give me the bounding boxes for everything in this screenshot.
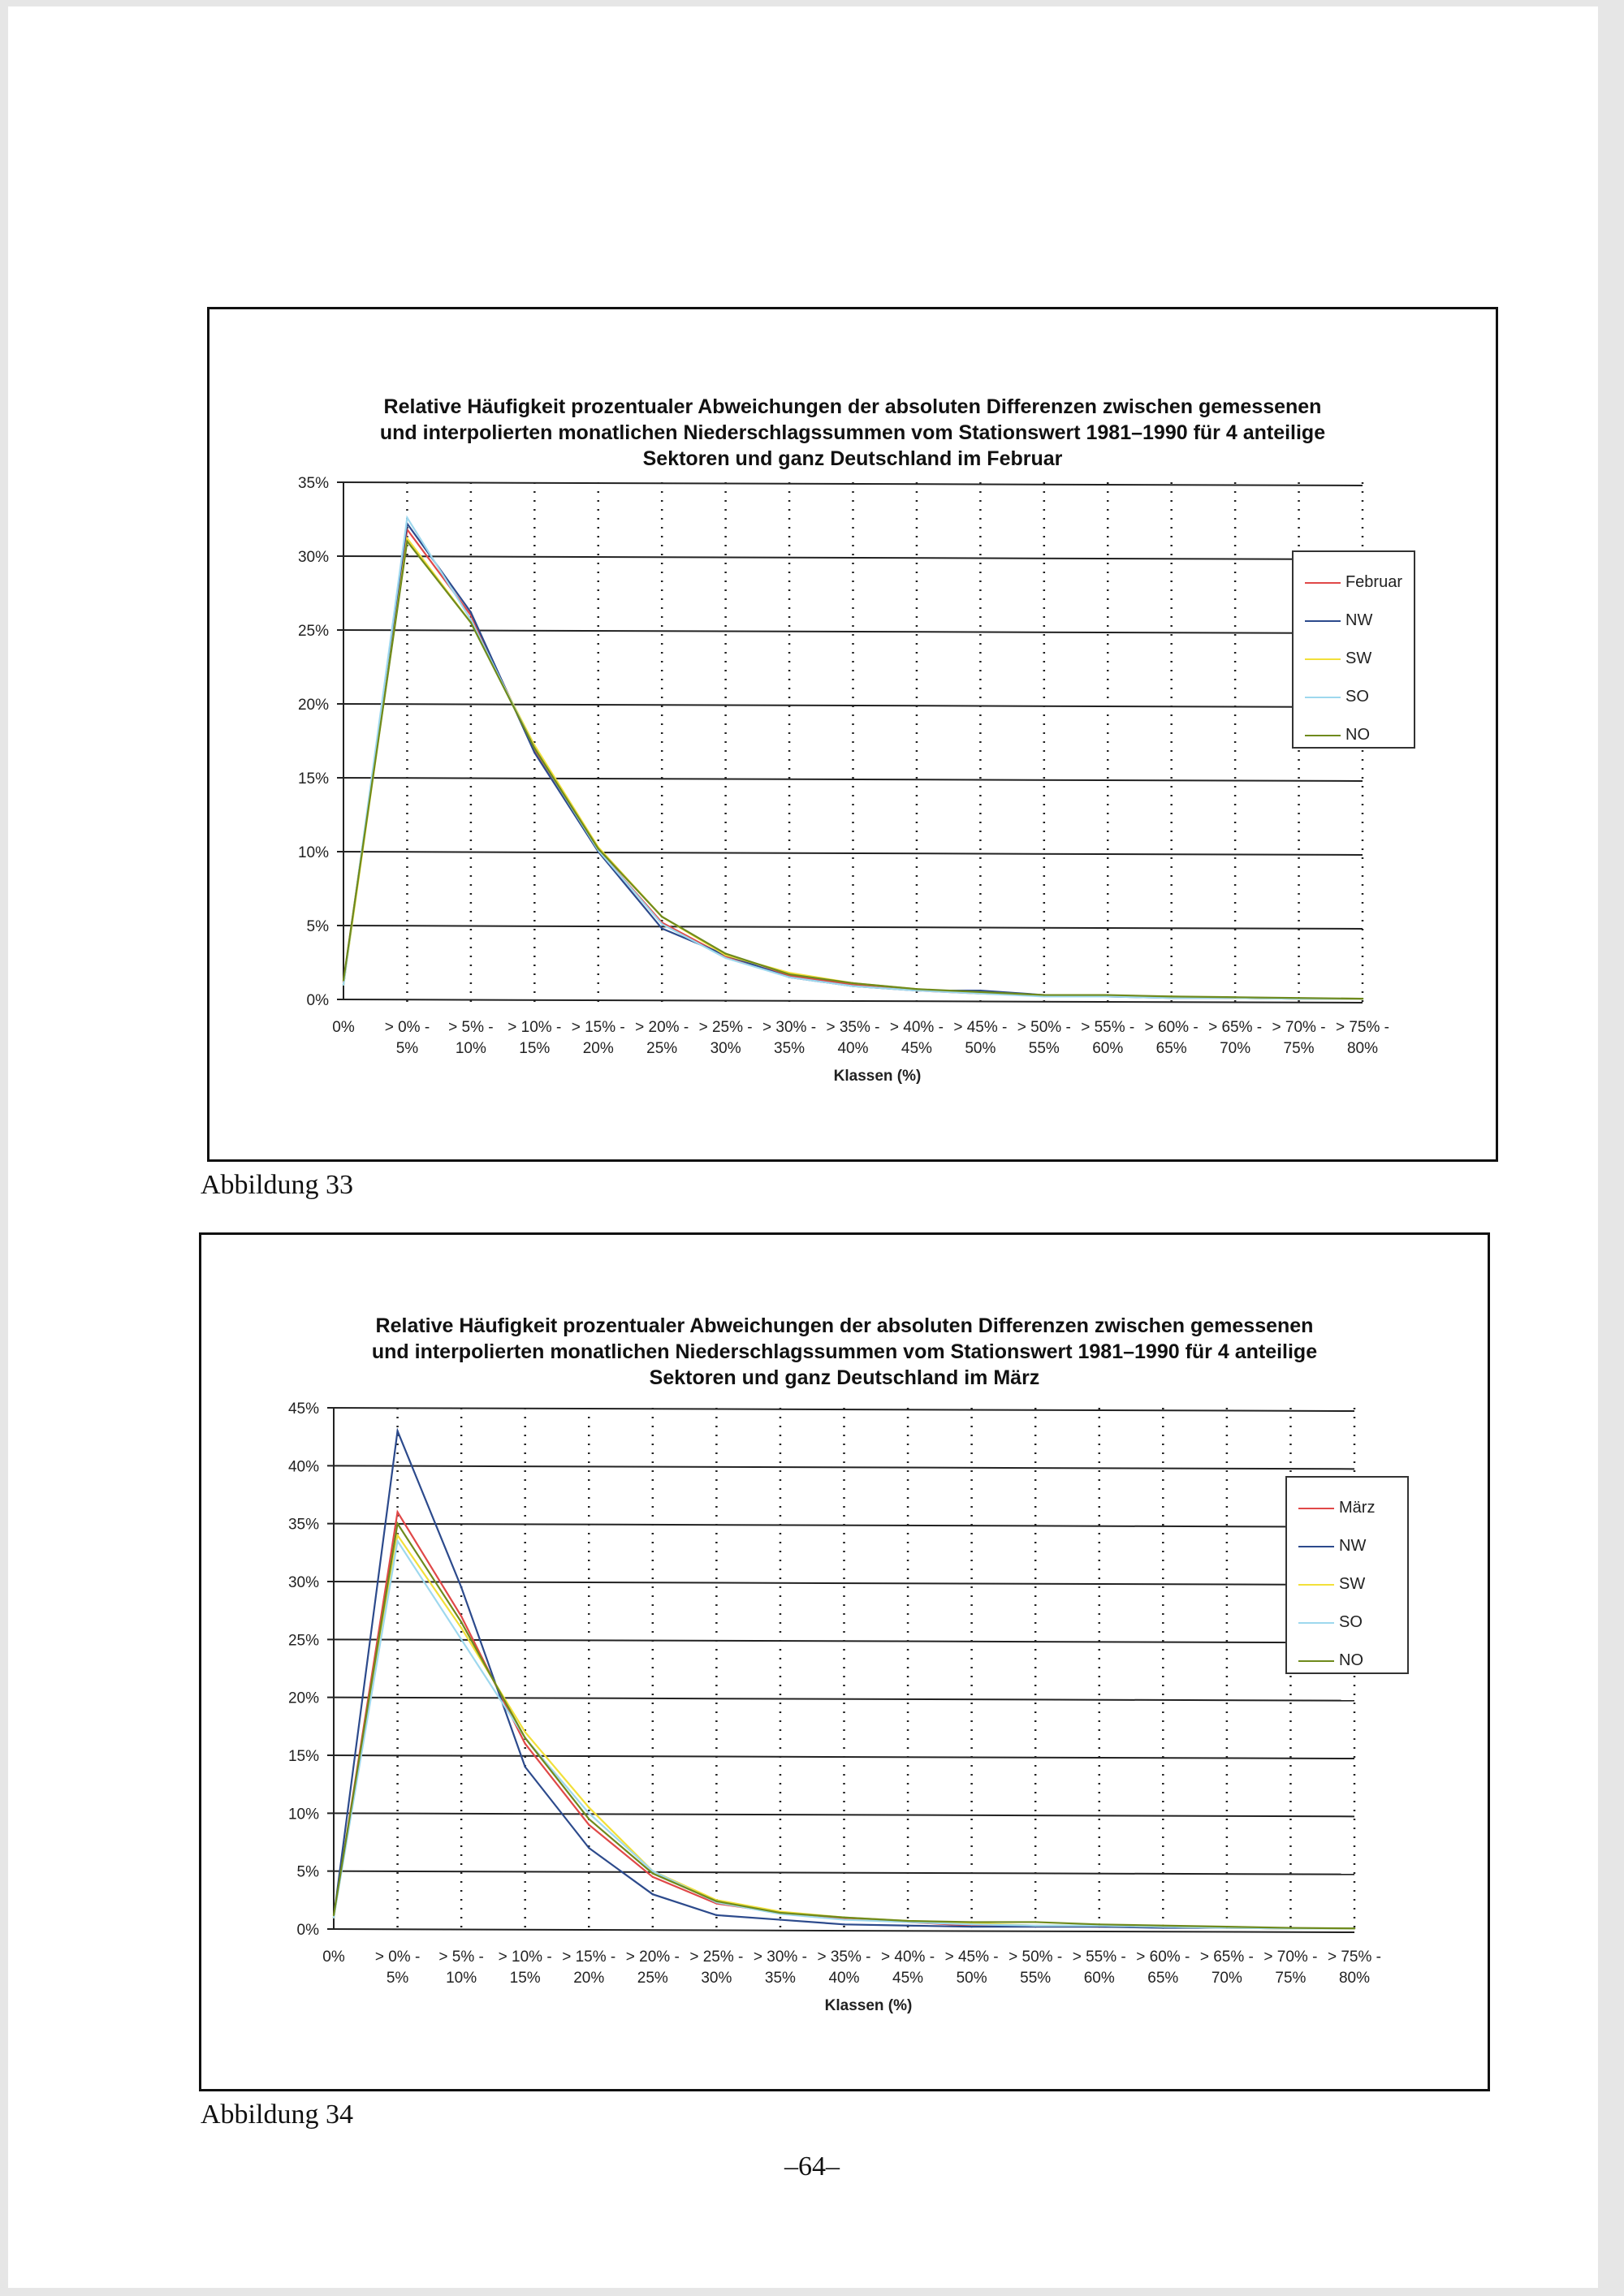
y-tick-label: 35% — [297, 475, 329, 492]
x-tick-label: 80% — [1338, 1970, 1371, 1987]
series-line-sw — [334, 1535, 1354, 1928]
x-tick-label: > 70% - — [1263, 1949, 1318, 1966]
chart-frame-februar — [207, 307, 1498, 1162]
chart-title-line: Relative Häufigkeit prozentualer Abweichungen der absoluten Differenzen zwischen gemessenen — [375, 1314, 1314, 1337]
y-gridline — [327, 1929, 1354, 1932]
y-tick-label: 0% — [296, 1922, 319, 1939]
data-point-no — [715, 1901, 717, 1902]
x-tick-label: > 45% - — [944, 1949, 999, 1966]
y-gridline — [337, 704, 1363, 707]
y-gridline — [327, 1465, 1354, 1469]
y-tick-label: 10% — [287, 1806, 319, 1823]
y-tick-label: 20% — [287, 1690, 319, 1707]
x-tick-label: > 5% - — [448, 1019, 494, 1036]
data-point-no — [533, 747, 535, 749]
figure-caption-34: Abbildung 34 — [201, 2100, 353, 2130]
data-point-so — [588, 1812, 590, 1814]
legend-label: SW — [1339, 1575, 1366, 1593]
data-point-no — [406, 541, 408, 542]
x-tick-label: > 40% - — [881, 1949, 935, 1966]
chart-title-line: Sektoren und ganz Deutschland im März — [649, 1366, 1040, 1389]
legend-label: Februar — [1345, 573, 1402, 591]
y-tick-label: 0% — [306, 992, 329, 1009]
data-point-no — [470, 622, 472, 624]
legend-swatch — [1305, 582, 1341, 584]
x-tick-label: 60% — [1092, 1040, 1124, 1057]
x-tick-label: 60% — [1083, 1970, 1115, 1987]
y-tick-label: 25% — [297, 623, 329, 640]
data-point-sw — [588, 1806, 590, 1808]
x-tick-label: 65% — [1155, 1040, 1187, 1057]
y-tick-label: 25% — [287, 1632, 319, 1650]
data-point-no — [588, 1818, 590, 1819]
chart-legend-februar — [1292, 550, 1415, 749]
data-point-no — [1107, 994, 1108, 995]
x-tick-label: > 10% - — [508, 1019, 562, 1036]
legend-item — [1298, 1565, 1396, 1603]
data-point-so — [333, 1917, 335, 1918]
legend-label: März — [1339, 1499, 1376, 1517]
data-point-no — [652, 1872, 654, 1874]
x-tick-label: > 60% - — [1136, 1949, 1190, 1966]
legend-label: SO — [1345, 688, 1369, 706]
x-tick-label: > 40% - — [889, 1019, 944, 1036]
legend-item — [1298, 1527, 1396, 1565]
x-tick-label: > 35% - — [826, 1019, 880, 1036]
x-tick-label: 45% — [901, 1040, 932, 1057]
data-point-nw — [396, 1430, 398, 1431]
y-gridline — [327, 1813, 1354, 1816]
x-tick-label: 5% — [386, 1970, 409, 1987]
x-tick-label: > 20% - — [625, 1949, 680, 1966]
data-point-no — [1226, 1926, 1228, 1927]
data-point-nw — [460, 1586, 462, 1588]
data-point-no — [343, 979, 344, 981]
x-tick-label: 0% — [322, 1949, 345, 1966]
x-tick-label: 75% — [1275, 1970, 1307, 1987]
x-tick-label: > 0% - — [374, 1949, 421, 1966]
page-number: –64– — [784, 2151, 840, 2182]
legend-swatch — [1298, 1584, 1334, 1586]
x-tick-label: > 15% - — [571, 1019, 625, 1036]
x-tick-label: > 25% - — [698, 1019, 753, 1036]
x-tick-label: 30% — [701, 1970, 732, 1987]
x-tick-label: > 65% - — [1208, 1019, 1263, 1036]
x-tick-label: > 65% - — [1199, 1949, 1254, 1966]
data-point-no — [970, 1921, 972, 1923]
data-point-nw — [470, 611, 472, 613]
legend-swatch — [1305, 697, 1341, 698]
data-point-sw — [396, 1534, 398, 1536]
data-point-no — [1354, 1927, 1355, 1929]
legend-label: NW — [1345, 611, 1373, 629]
data-point-no — [1034, 1921, 1036, 1923]
legend-swatch — [1305, 735, 1341, 736]
x-tick-label: 35% — [764, 1970, 796, 1987]
data-point-so — [970, 1923, 972, 1925]
x-tick-label: > 75% - — [1335, 1019, 1390, 1036]
data-point-nw — [661, 927, 663, 929]
x-axis-label: Klassen (%) — [824, 1997, 913, 2014]
data-point-no — [1043, 994, 1045, 995]
data-point-so — [396, 1540, 398, 1542]
series-line-so — [334, 1541, 1354, 1928]
data-point-no — [907, 1920, 909, 1922]
x-tick-label: > 45% - — [953, 1019, 1008, 1036]
legend-item — [1298, 1489, 1396, 1527]
x-tick-label: > 0% - — [384, 1019, 430, 1036]
y-gridline — [337, 926, 1363, 929]
x-tick-label: > 25% - — [689, 1949, 744, 1966]
x-tick-label: 15% — [519, 1040, 551, 1057]
x-tick-label: 15% — [509, 1970, 541, 1987]
legend-swatch — [1298, 1508, 1334, 1509]
chart-title-line: und interpolierten monatlichen Niederschlagssummen vom Stationswert 1981–1990 für 4 anteilige — [379, 421, 1326, 444]
y-gridline — [327, 1698, 1354, 1701]
data-point-märz — [524, 1743, 525, 1745]
x-tick-label: > 10% - — [498, 1949, 552, 1966]
legend-item — [1305, 716, 1402, 754]
legend-label: NW — [1339, 1537, 1367, 1555]
chart-title-line: und interpolierten monatlichen Niederschlagssummen vom Stationswert 1981–1990 für 4 anteilige — [371, 1340, 1318, 1363]
y-gridline — [337, 852, 1363, 855]
x-tick-label: > 20% - — [635, 1019, 689, 1036]
x-tick-label: 50% — [956, 1970, 987, 1987]
y-gridline — [327, 1582, 1354, 1585]
y-gridline — [327, 1755, 1354, 1759]
y-gridline — [327, 1871, 1354, 1875]
data-point-no — [524, 1737, 525, 1738]
data-point-so — [852, 985, 853, 986]
x-tick-label: 5% — [395, 1040, 419, 1057]
data-point-no — [661, 916, 663, 917]
x-tick-label: > 75% - — [1327, 1949, 1382, 1966]
data-point-no — [780, 1912, 781, 1914]
data-point-märz — [460, 1616, 462, 1617]
data-point-no — [1170, 995, 1172, 997]
x-tick-label: 25% — [637, 1970, 668, 1987]
data-point-nw — [780, 1918, 781, 1920]
x-tick-label: 10% — [446, 1970, 477, 1987]
chart-frame-maerz — [199, 1232, 1490, 2091]
x-tick-label: 20% — [582, 1040, 614, 1057]
data-point-märz — [396, 1511, 398, 1513]
y-gridline — [337, 630, 1363, 633]
y-tick-label: 30% — [297, 549, 329, 566]
data-point-no — [916, 988, 918, 990]
y-tick-label: 35% — [287, 1516, 319, 1534]
series-line-märz — [334, 1512, 1354, 1928]
data-point-so — [661, 923, 663, 925]
x-tick-label: 65% — [1147, 1970, 1179, 1987]
x-tick-label: 70% — [1220, 1040, 1251, 1057]
data-point-nw — [970, 1926, 972, 1927]
x-tick-label: 10% — [455, 1040, 486, 1057]
data-point-no — [1289, 1927, 1291, 1928]
y-tick-label: 5% — [306, 918, 329, 935]
legend-swatch — [1305, 658, 1341, 660]
y-gridline — [337, 999, 1363, 1003]
data-point-sw — [406, 537, 408, 539]
data-point-sw — [460, 1627, 462, 1629]
data-point-nw — [652, 1893, 654, 1895]
y-tick-label: 10% — [297, 844, 329, 861]
data-point-nw — [715, 1914, 717, 1916]
data-point-märz — [588, 1823, 590, 1825]
x-tick-label: > 55% - — [1072, 1949, 1126, 1966]
data-point-no — [1162, 1925, 1164, 1927]
legend-item — [1305, 602, 1402, 640]
y-gridline — [337, 778, 1363, 781]
y-gridline — [337, 556, 1363, 559]
data-point-no — [460, 1621, 462, 1623]
x-tick-label: 40% — [828, 1970, 860, 1987]
x-tick-label: > 60% - — [1144, 1019, 1199, 1036]
legend-item — [1305, 678, 1402, 716]
x-tick-label: 50% — [965, 1040, 996, 1057]
x-tick-label: 35% — [774, 1040, 806, 1057]
data-point-no — [852, 982, 853, 984]
y-tick-label: 20% — [297, 697, 329, 714]
data-point-no — [788, 973, 790, 975]
legend-item — [1305, 640, 1402, 678]
x-tick-label: > 50% - — [1009, 1949, 1063, 1966]
x-tick-label: 25% — [646, 1040, 678, 1057]
data-point-märz — [652, 1876, 654, 1878]
x-tick-label: 40% — [837, 1040, 869, 1057]
x-tick-label: 45% — [892, 1970, 924, 1987]
data-point-no — [1298, 997, 1299, 999]
data-point-so — [1034, 1925, 1036, 1927]
legend-item — [1298, 1642, 1396, 1680]
y-tick-label: 45% — [287, 1400, 319, 1418]
data-point-no — [333, 1914, 335, 1916]
data-point-nw — [524, 1766, 525, 1767]
x-tick-label: > 50% - — [1017, 1019, 1071, 1036]
x-tick-label: 20% — [573, 1970, 605, 1987]
y-tick-label: 15% — [287, 1748, 319, 1765]
data-point-so — [724, 957, 726, 959]
x-tick-label: 55% — [1020, 1970, 1052, 1987]
chart-legend-maerz — [1285, 1476, 1409, 1674]
x-tick-label: > 35% - — [817, 1949, 871, 1966]
data-point-no — [598, 848, 599, 849]
chart-title-line: Sektoren und ganz Deutschland im Februar — [642, 447, 1063, 470]
legend-label: NO — [1345, 726, 1370, 744]
y-tick-label: 30% — [287, 1574, 319, 1591]
data-point-no — [724, 952, 726, 954]
x-tick-label: > 30% - — [753, 1949, 807, 1966]
x-tick-label: 80% — [1346, 1040, 1379, 1057]
y-gridline — [327, 1524, 1354, 1527]
x-tick-label: 70% — [1211, 1970, 1242, 1987]
data-point-no — [843, 1917, 844, 1918]
figure-caption-33: Abbildung 33 — [201, 1170, 353, 1200]
data-point-so — [788, 977, 790, 978]
data-point-no — [1099, 1923, 1100, 1925]
data-point-nw — [588, 1847, 590, 1849]
legend-label: SO — [1339, 1613, 1363, 1631]
legend-swatch — [1298, 1546, 1334, 1547]
y-tick-label: 5% — [296, 1863, 319, 1881]
data-point-so — [406, 516, 408, 518]
data-point-no — [1362, 998, 1363, 999]
x-tick-label: > 5% - — [438, 1949, 484, 1966]
x-tick-label: 0% — [332, 1019, 355, 1036]
data-point-nw — [533, 752, 535, 753]
legend-label: SW — [1345, 650, 1372, 667]
y-gridline — [337, 482, 1363, 486]
data-point-no — [979, 991, 981, 993]
x-tick-label: > 70% - — [1272, 1019, 1326, 1036]
document-page — [8, 6, 1598, 2288]
data-point-nw — [843, 1923, 844, 1925]
legend-swatch — [1305, 620, 1341, 622]
x-tick-label: > 15% - — [562, 1949, 616, 1966]
chart-title-line: Relative Häufigkeit prozentualer Abweichungen der absoluten Differenzen zwischen gemessenen — [383, 395, 1322, 418]
y-tick-label: 40% — [287, 1458, 319, 1476]
x-axis-label: Klassen (%) — [833, 1068, 922, 1085]
data-point-no — [396, 1522, 398, 1524]
data-point-nw — [907, 1925, 909, 1927]
legend-item — [1305, 563, 1402, 602]
data-point-so — [343, 984, 344, 986]
legend-item — [1298, 1603, 1396, 1642]
data-point-sw — [524, 1731, 525, 1733]
data-point-so — [843, 1918, 844, 1920]
legend-label: NO — [1339, 1651, 1363, 1669]
x-tick-label: > 55% - — [1081, 1019, 1135, 1036]
y-gridline — [327, 1408, 1354, 1411]
x-tick-label: 75% — [1283, 1040, 1315, 1057]
legend-swatch — [1298, 1660, 1334, 1662]
x-tick-label: 30% — [710, 1040, 741, 1057]
x-tick-label: > 30% - — [762, 1019, 817, 1036]
legend-swatch — [1298, 1622, 1334, 1624]
data-point-no — [1234, 996, 1236, 998]
y-tick-label: 15% — [297, 770, 329, 788]
x-tick-label: 55% — [1028, 1040, 1060, 1057]
data-point-so — [460, 1638, 462, 1640]
